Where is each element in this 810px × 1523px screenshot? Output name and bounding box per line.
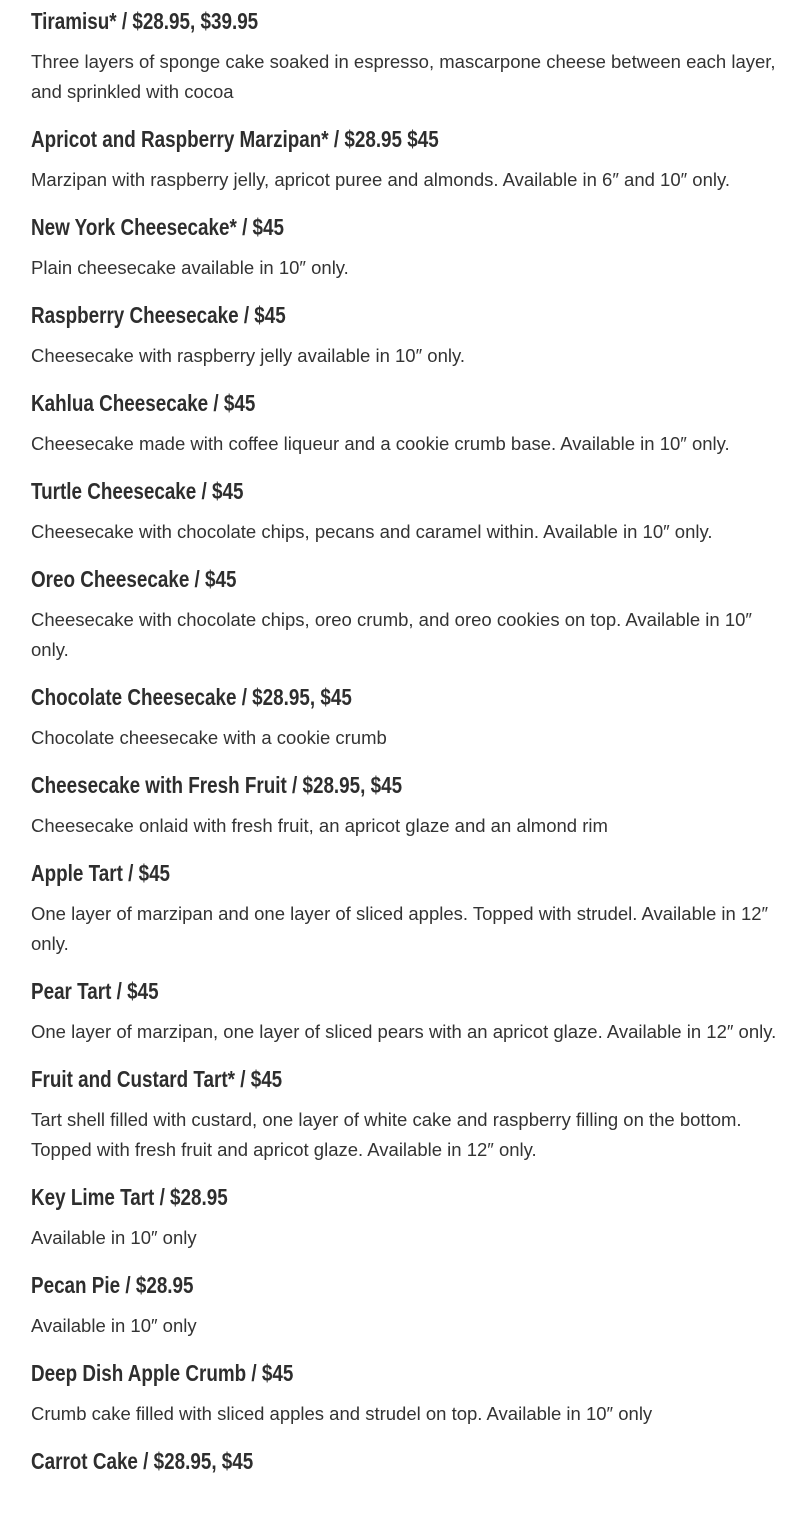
section-heading [31,0,631,1]
menu-item [31,475,781,547]
item-title: Deep Dish Apple Crumb / $45 [31,1360,294,1386]
item-title: Key Lime Tart / $28.95 [31,1184,228,1210]
item-description: Available in 10″ only [31,1315,197,1336]
item-description: Cheesecake with chocolate chips, oreo crumb, and oreo cookies on top. Available in 10″ only. [31,609,752,660]
item-description: Crumb cake filled with sliced apples and strudel on top. Available in 10″ only [31,1403,653,1424]
menu-item [31,299,781,371]
item-description: Cheesecake with chocolate chips, pecans and caramel within. Available in 10″ only. [31,521,713,542]
item-title: Carrot Cake / $28.95, $45 [31,1448,254,1474]
menu-item [31,1181,781,1253]
item-description: Plain cheesecake available in 10″ only. [31,257,349,278]
item-title: Pear Tart / $45 [31,978,159,1004]
item-description: Tart shell filled with custard, one layer of white cake and raspberry filling on the bottom. Topped with fresh fruit and apricot glaze. Available in 12″ only. [31,1109,742,1160]
menu-item [31,211,781,283]
item-description: Cheesecake onlaid with fresh fruit, an apricot glaze and an almond rim [31,815,608,836]
item-description: Three layers of sponge cake soaked in espresso, mascarpone cheese between each layer, and sprinkled with cocoa [31,51,776,102]
menu-item [31,975,781,1047]
menu-item [31,769,781,841]
item-description: One layer of marzipan, one layer of sliced pears with an apricot glaze. Available in 12″ only. [31,1021,777,1042]
menu-item [31,563,781,665]
item-description: Chocolate cheesecake with a cookie crumb [31,727,387,748]
item-title: Fruit and Custard Tart* / $45 [31,1066,283,1092]
menu-item [31,681,781,753]
item-title: Turtle Cheesecake / $45 [31,478,244,504]
item-description: Cheesecake made with coffee liqueur and a cookie crumb base. Available in 10″ only. [31,433,730,454]
menu-item [31,857,781,959]
menu-item [31,5,781,107]
item-title: Tiramisu* / $28.95, $39.95 [31,8,259,34]
menu-item [31,387,781,459]
item-description: One layer of marzipan and one layer of sliced apples. Topped with strudel. Available in 12″ only. [31,903,769,954]
menu-item [31,1269,781,1341]
item-title: Apple Tart / $45 [31,860,171,886]
menu-list [31,0,781,1487]
item-description: Marzipan with raspberry jelly, apricot puree and almonds. Available in 6″ and 10″ only. [31,169,731,190]
menu-item [31,1357,781,1429]
item-description: Cheesecake with raspberry jelly available in 10″ only. [31,345,465,366]
item-title: Cheesecake with Fresh Fruit / $28.95, $45 [31,772,403,798]
menu-item [31,1445,781,1477]
item-title: Raspberry Cheesecake / $45 [31,302,286,328]
menu-item [31,1063,781,1165]
item-title: Oreo Cheesecake / $45 [31,566,237,592]
item-title: Kahlua Cheesecake / $45 [31,390,256,416]
menu-item [31,123,781,195]
item-title: Chocolate Cheesecake / $28.95, $45 [31,684,352,710]
item-title: New York Cheesecake* / $45 [31,214,285,240]
item-title: Pecan Pie / $28.95 [31,1272,194,1298]
item-title: Apricot and Raspberry Marzipan* / $28.95 $45 [31,126,439,152]
item-description: Available in 10″ only [31,1227,197,1248]
